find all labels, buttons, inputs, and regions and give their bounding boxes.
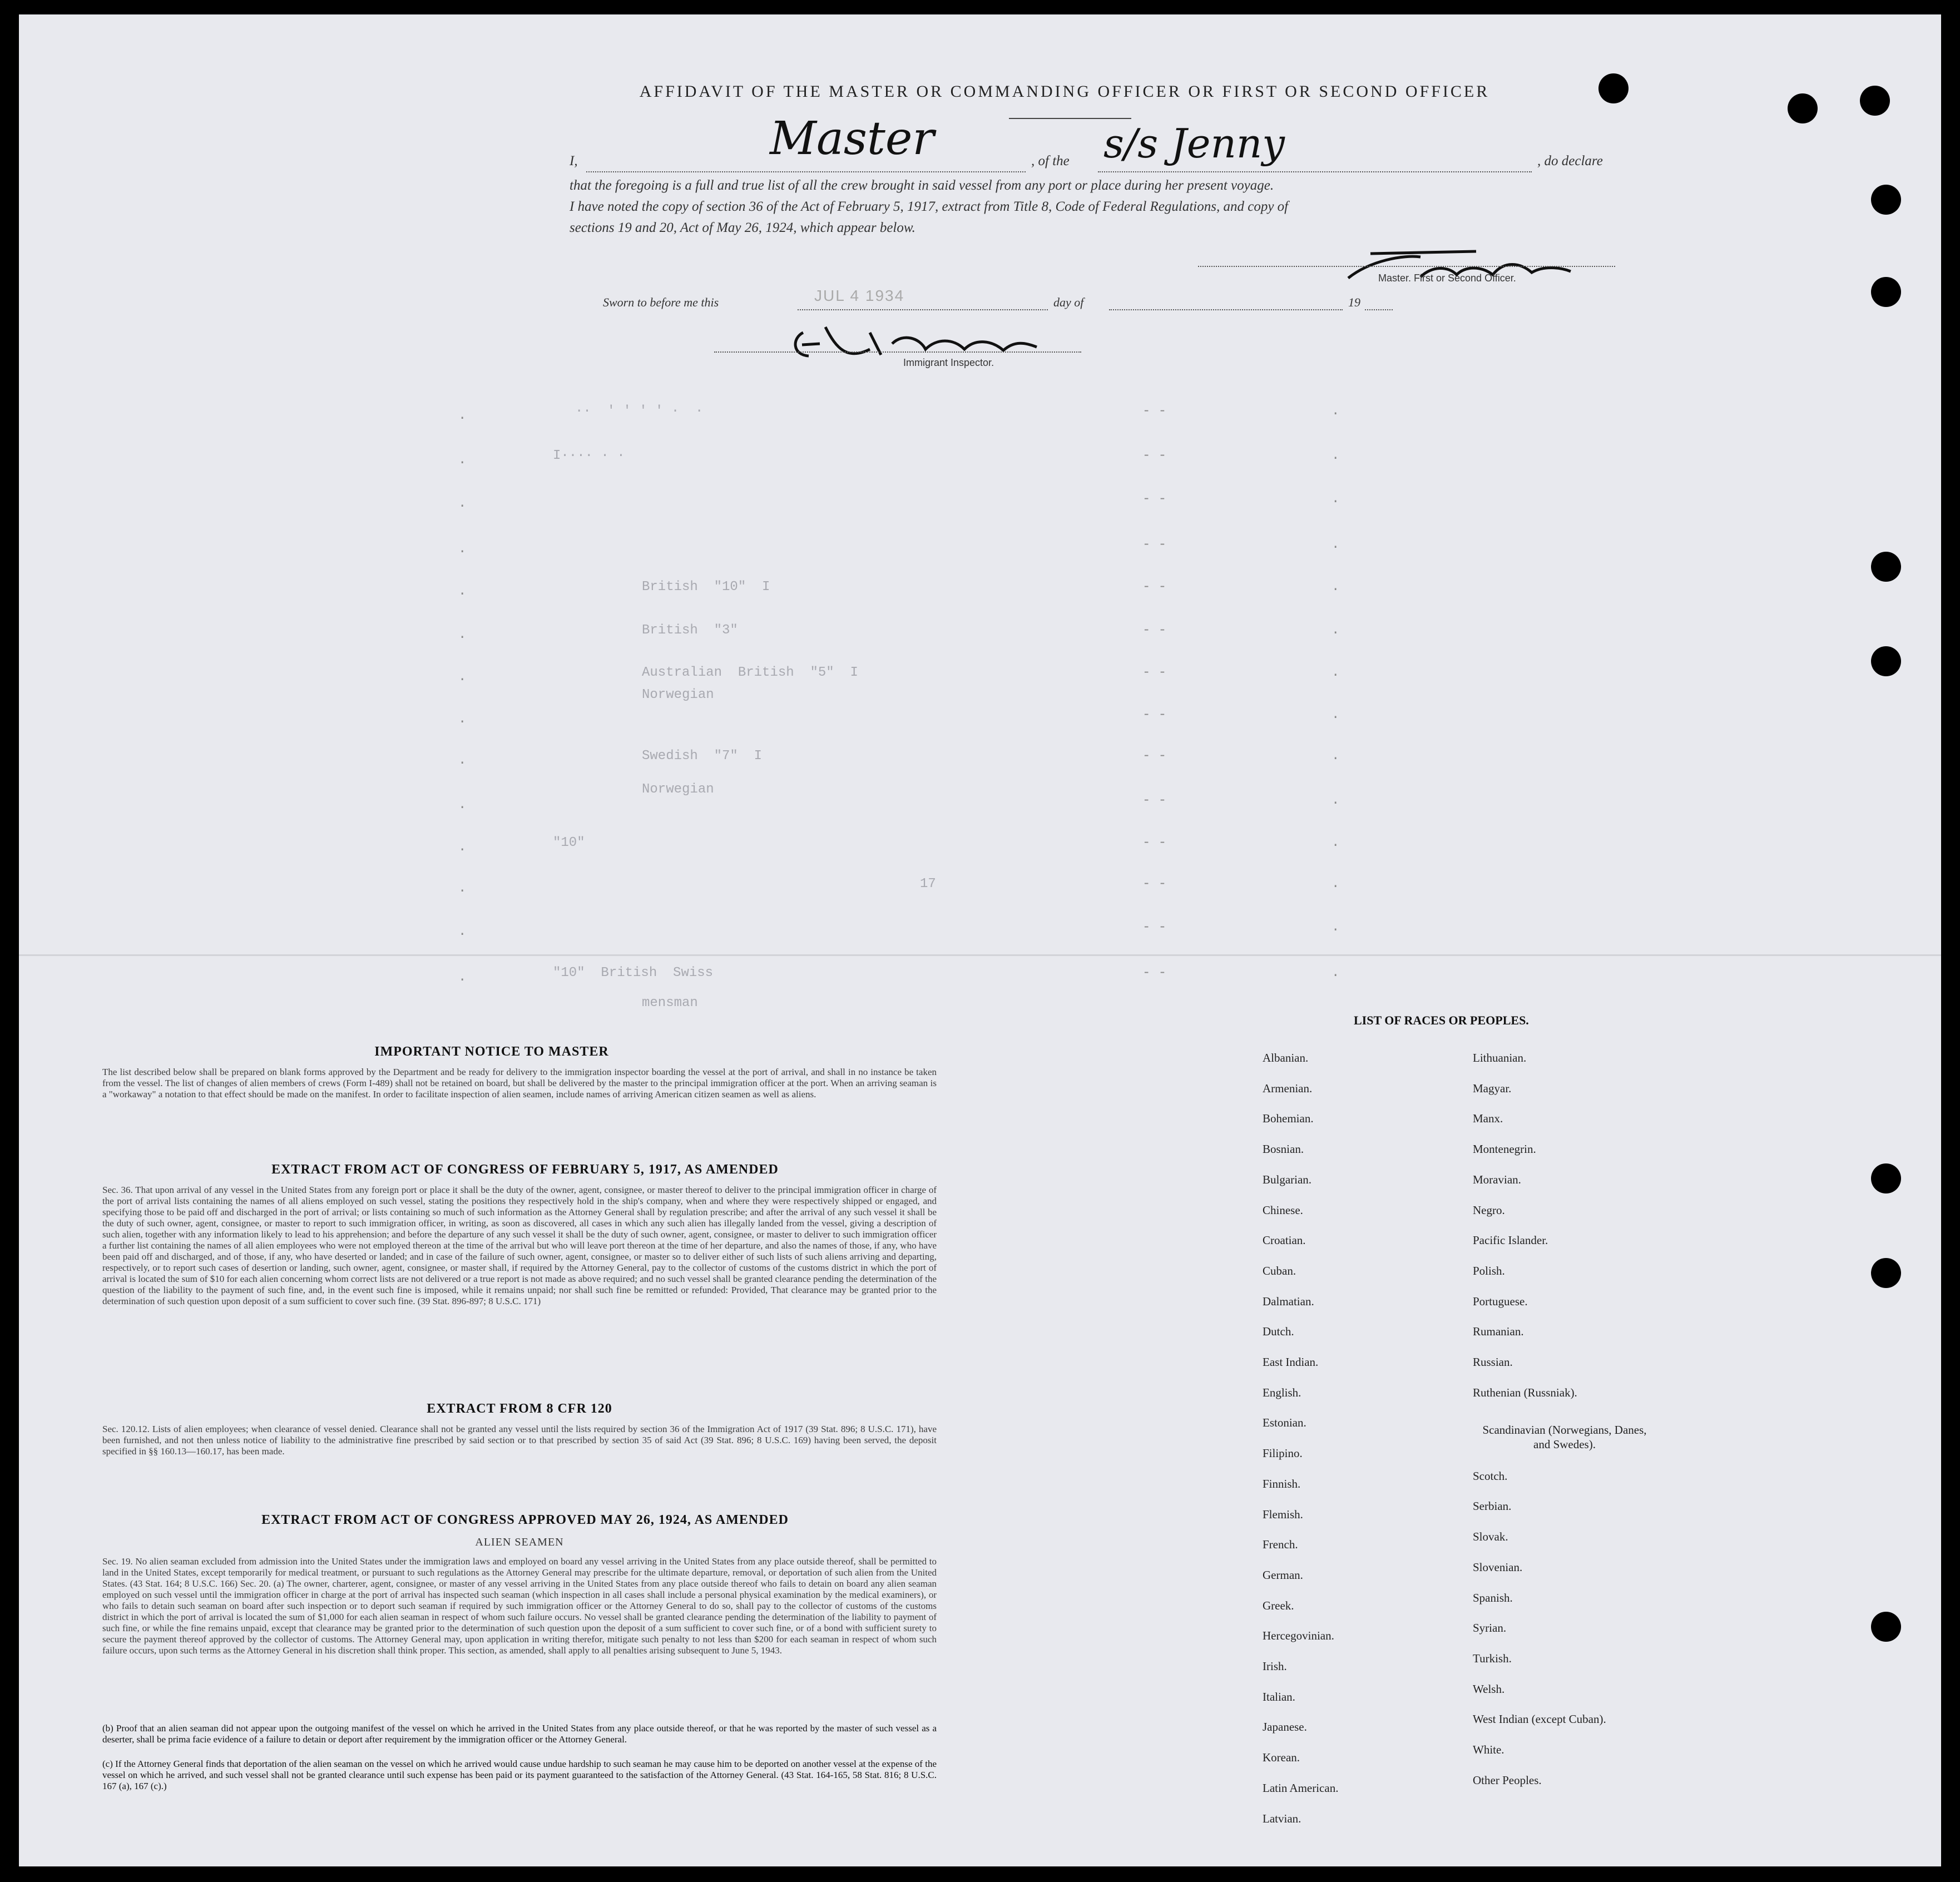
dash-marker: - - xyxy=(1142,749,1167,764)
dash-marker: - - xyxy=(1142,537,1167,552)
affidavit-title: AFFIDAVIT OF THE MASTER OR COMMANDING OFFICER OR FIRST OR SECOND OFFICER xyxy=(639,82,1490,101)
dot-marker: . xyxy=(458,840,467,855)
document-page xyxy=(19,14,1941,1866)
dash-marker: - - xyxy=(1142,623,1167,638)
race-item: French. xyxy=(1263,1538,1298,1552)
race-item: Lithuanian. xyxy=(1473,1051,1527,1064)
race-item: Albanian. xyxy=(1263,1051,1309,1064)
dot-marker: . xyxy=(1332,835,1340,850)
extract3-text: Sec. 19. No alien seaman excluded from admission into the United States under the immigration laws and employed on board any vessel arriving in the United States from any place outside thereof, shall be permitted to land in the United States, except temporarily for medical treatment, or pursuant to such regulations as the Attorney General may prescribe for the ultimate departure, removal, or deportation of such alien from the United States. (43 Stat. 164; 8 U.S.C. 166) Sec. 20. (a) The owner, charterer, agent, consignee, or master of any vessel arriving in the United States from any place outside thereof who fails to detain on board any alien seaman employed on such vessel until the immigration officer in charge at the port of arrival has inspected such seaman (which inspection in all cases shall include a personal physical examination by the medical examiners), or who fails to detain such seaman on board after such inspection or to deport such seaman if required by such immigration officer or the Attorney General to do so, shall pay to the collector of customs of the customs district in which the port of arrival is located the sum of $1,000 for each alien seaman in respect of whom such failure occurs. No vessel shall be granted clearance pending the determination of the liability to payment of such fine, or while the fine remains unpaid, except that clearance may be granted prior to the determination of such question upon the deposit of a sum sufficient to cover such fine, or of a bond with sufficient surety to secure the payment thereof approved by the collector of customs. The Attorney General may, upon application in writing therefor, mitigate such penalty to not less than $200 for each seaman in respect of whom such failure occurs, upon such terms as the Attorney General in his discretion shall think proper. This section, as amended, shall apply to all penalties arising subsequent to June 5, 1943. xyxy=(102,1556,937,1656)
race-item: Scandinavian (Norwegians, Danes, and Swedes). xyxy=(1482,1423,1647,1451)
ghost-row: Swedish "7" I xyxy=(642,749,763,764)
race-item: German. xyxy=(1263,1568,1303,1582)
race-item: Magyar. xyxy=(1473,1081,1512,1095)
race-item: Croatian. xyxy=(1263,1234,1306,1247)
declarant-name: Master xyxy=(770,112,934,165)
dot-marker: . xyxy=(1332,404,1340,419)
race-item: Slovak. xyxy=(1473,1530,1508,1544)
sworn-year-fill xyxy=(1365,309,1393,310)
extract1-heading: EXTRACT FROM ACT OF CONGRESS OF FEBRUARY 5, 1917, AS AMENDED xyxy=(271,1162,779,1177)
punch-hole xyxy=(1788,93,1818,123)
declaration-mid: , of the xyxy=(1031,153,1070,169)
dot-marker: . xyxy=(1332,623,1340,638)
vessel-fill xyxy=(1098,171,1532,172)
extract2-heading: EXTRACT FROM 8 CFR 120 xyxy=(427,1401,612,1416)
extract3-heading: EXTRACT FROM ACT OF CONGRESS APPROVED MAY 26, 1924, AS AMENDED xyxy=(261,1513,789,1527)
race-item: Moravian. xyxy=(1473,1172,1521,1186)
officer-caption: Master. First or Second Officer. xyxy=(1378,273,1516,284)
declaration-line-2: that the foregoing is a full and true list of all the crew brought in said vessel from any port or place during her present voyage. xyxy=(570,178,1274,193)
dot-marker: . xyxy=(1332,448,1340,463)
ghost-row: "10" British Swiss xyxy=(553,965,714,980)
ghost-row: Australian British "5" I xyxy=(642,665,858,680)
race-item: Cuban. xyxy=(1263,1264,1296,1277)
dot-marker: . xyxy=(458,712,467,727)
dot-marker: . xyxy=(458,924,467,939)
dash-marker: - - xyxy=(1142,707,1167,722)
declaration-prefix: I, xyxy=(570,153,578,169)
race-item: Manx. xyxy=(1473,1112,1503,1126)
punch-hole xyxy=(1871,646,1901,676)
title-rule xyxy=(1009,118,1131,119)
race-item: East Indian. xyxy=(1263,1355,1319,1369)
declaration-line-3: I have noted the copy of section 36 of the Act of February 5, 1917, extract from Title 8, Code of Federal Regulations, and copy of xyxy=(570,199,1289,214)
race-item: Estonian. xyxy=(1263,1416,1306,1430)
dash-marker: - - xyxy=(1142,665,1167,680)
race-item: Syrian. xyxy=(1473,1621,1507,1635)
race-item: Serbian. xyxy=(1473,1499,1512,1513)
dot-marker: . xyxy=(458,496,467,511)
dot-marker: . xyxy=(1332,707,1340,722)
inspector-signature-line xyxy=(714,351,1081,353)
notice-heading: IMPORTANT NOTICE TO MASTER xyxy=(374,1044,609,1059)
dash-marker: - - xyxy=(1142,580,1167,595)
ghost-row: ·· ' ′ ′ ′ · · xyxy=(575,404,704,419)
race-item: Irish. xyxy=(1263,1660,1287,1673)
dot-marker: . xyxy=(1332,920,1340,935)
punch-hole xyxy=(1871,552,1901,582)
declarant-fill xyxy=(586,171,1026,172)
punch-hole xyxy=(1860,86,1890,116)
race-item: Pacific Islander. xyxy=(1473,1234,1548,1247)
dot-marker: . xyxy=(458,881,467,896)
dash-marker: - - xyxy=(1142,404,1167,419)
races-heading: LIST OF RACES OR PEOPLES. xyxy=(1354,1013,1529,1027)
dot-marker: . xyxy=(1332,965,1340,980)
dash-marker: - - xyxy=(1142,448,1167,463)
race-item: Finnish. xyxy=(1263,1477,1301,1490)
race-item: Scotch. xyxy=(1473,1469,1508,1483)
dot-marker: . xyxy=(458,584,467,599)
ghost-row: I···· · · xyxy=(553,448,625,463)
dot-marker: . xyxy=(1332,876,1340,892)
vessel-name: s/s Jenny xyxy=(1103,120,1285,167)
dash-marker: - - xyxy=(1142,965,1167,980)
ghost-row: British "3" xyxy=(642,623,738,638)
extract3-text-c: (c) If the Attorney General finds that deportation of the alien seaman on the vessel on which he arrived would cause undue hardship to such seaman he may cause him to be deported on another vessel at the expense of the vessel on which he arrived, and such vessel shall not be granted clearance until such expense has been paid or its payment guaranteed to the satisfaction of the Attorney General. (43 Stat. 164-165, 58 Stat. 816; 8 U.S.C. 167 (a), 167 (c).) xyxy=(102,1759,937,1791)
race-item: Latvian. xyxy=(1263,1811,1301,1825)
dot-marker: . xyxy=(1332,665,1340,680)
race-item: Negro. xyxy=(1473,1203,1505,1217)
dot-marker: . xyxy=(1332,749,1340,764)
race-item: Italian. xyxy=(1263,1690,1295,1703)
race-item: Filipino. xyxy=(1263,1447,1303,1460)
race-item: Montenegrin. xyxy=(1473,1142,1536,1156)
race-item: Russian. xyxy=(1473,1355,1513,1369)
extract3-text-b: (b) Proof that an alien seaman did not appear upon the outgoing manifest of the vessel on which he arrived in the United States from any place outside thereof, or that he was reported by the master of such vessel as a deserter, shall be prima facie evidence of a failure to detain or deport after requirement by the immigration officer or the Attorney General. xyxy=(102,1723,937,1745)
ghost-row: 17 xyxy=(920,876,936,892)
sworn-day-label: day of xyxy=(1053,295,1084,309)
race-item: Bohemian. xyxy=(1263,1112,1314,1126)
race-item: Greek. xyxy=(1263,1598,1294,1612)
declaration-suffix: , do declare xyxy=(1537,153,1603,169)
ghost-row: Norwegian xyxy=(642,687,714,702)
inspector-caption: Immigrant Inspector. xyxy=(903,357,994,368)
race-item: Chinese. xyxy=(1263,1203,1303,1217)
dot-marker: . xyxy=(458,408,467,423)
declaration-line-4: sections 19 and 20, Act of May 26, 1924, which appear below. xyxy=(570,220,915,235)
race-item: Flemish. xyxy=(1263,1507,1303,1521)
race-item: Spanish. xyxy=(1473,1591,1513,1604)
dot-marker: . xyxy=(458,670,467,685)
officer-signature-line xyxy=(1198,266,1615,267)
punch-hole xyxy=(1871,1612,1901,1642)
fold-line xyxy=(19,954,1941,956)
race-item: Slovenian. xyxy=(1473,1560,1523,1574)
race-item: Dalmatian. xyxy=(1263,1294,1314,1308)
notice-text: The list described below shall be prepared on blank forms approved by the Department and be ready for delivery to the immigration inspector boarding the vessel at the port of arrival, and shall in no instance be taken from the vessel. The list of changes of alien members of crews (Form I-489) shall not be retained on board, but shall be delivered by the master to the principal immigration officer at the port. When an arriving seaman is a "workaway" a notation to that effect should be made on the manifest. In order to facilitate inspection of alien seamen, include names of arriving American citizen seamen as well as aliens. xyxy=(102,1067,937,1100)
dot-marker: . xyxy=(458,453,467,468)
dot-marker: . xyxy=(458,970,467,985)
race-item: Bulgarian. xyxy=(1263,1172,1312,1186)
dash-marker: - - xyxy=(1142,835,1167,850)
race-item: Welsh. xyxy=(1473,1682,1505,1696)
race-item: Hercegovinian. xyxy=(1263,1629,1334,1643)
sworn-stamp: JUL 4 1934 xyxy=(814,287,905,304)
dot-marker: . xyxy=(1332,537,1340,552)
dash-marker: - - xyxy=(1142,492,1167,507)
race-item: Korean. xyxy=(1263,1751,1300,1765)
race-item: Rumanian. xyxy=(1473,1325,1524,1339)
race-item: English. xyxy=(1263,1385,1301,1399)
dash-marker: - - xyxy=(1142,876,1167,892)
race-item: Latin American. xyxy=(1263,1781,1339,1795)
dot-marker: . xyxy=(458,798,467,813)
race-item: Japanese. xyxy=(1263,1720,1307,1734)
extract3-subheading: ALIEN SEAMEN xyxy=(475,1536,564,1548)
sworn-month-fill xyxy=(1109,309,1343,310)
dot-marker: . xyxy=(458,627,467,642)
ghost-row: Norwegian xyxy=(642,782,714,797)
race-item: Armenian. xyxy=(1263,1081,1313,1095)
dot-marker: . xyxy=(458,753,467,768)
sworn-date-fill xyxy=(798,309,1048,310)
ghost-row: British "10" I xyxy=(642,580,770,595)
dot-marker: . xyxy=(1332,793,1340,808)
dot-marker: . xyxy=(1332,580,1340,595)
ghost-row: mensman xyxy=(642,996,698,1011)
race-item: Other Peoples. xyxy=(1473,1773,1542,1787)
sworn-prefix: Sworn to before me this xyxy=(603,295,719,309)
race-item: Bosnian. xyxy=(1263,1142,1304,1156)
declaration-line-1 xyxy=(570,112,1621,174)
race-item: White. xyxy=(1473,1743,1504,1756)
dot-marker: . xyxy=(458,542,467,557)
race-item: West Indian (except Cuban). xyxy=(1473,1712,1606,1726)
punch-hole xyxy=(1871,1163,1901,1193)
punch-hole xyxy=(1871,277,1901,307)
punch-hole xyxy=(1871,185,1901,215)
dot-marker: . xyxy=(1332,492,1340,507)
sworn-year-label: 19 xyxy=(1348,295,1360,309)
race-item: Polish. xyxy=(1473,1264,1505,1277)
extract2-text: Sec. 120.12. Lists of alien employees; when clearance of vessel denied. Clearance shall not be granted any vessel until the lists required by section 36 of the Immigration Act of 1917 (39 Stat. 896; 8 U.S.C. 171), have been furnished, and not then unless notice of liability to the administrative fine prescribed by said section or to that prescribed by section 35 of said Act (39 Stat. 896; 8 U.S.C. 169) having been served, the deposit specified in §§ 160.13—160.17, has been made. xyxy=(102,1424,937,1457)
race-item: Turkish. xyxy=(1473,1651,1512,1665)
race-item: Ruthenian (Russniak). xyxy=(1473,1385,1577,1399)
race-item: Dutch. xyxy=(1263,1325,1294,1339)
extract1-text: Sec. 36. That upon arrival of any vessel in the United States from any foreign port or place it shall be the duty of the owner, agent, consignee, or master thereof to deliver to the principal immigration officer in charge of the port of arrival lists containing the names of all aliens employed on such vessel, stating the positions they respectively hold in the ship's company, when and where they were respectively shipped or engaged, and specifying those to be paid off and discharged in the port of arrival; or lists containing so much of such information as the Attorney General shall by regulation prescribe; and after the arrival of any such vessel it shall be the duty of such owner, agent, consignee, or master to report to such immigration officer, in writing, as soon as discovered, all cases in which any such alien has illegally landed from the vessel, giving a description of such alien, together with any information likely to lead to his apprehension; and before the departure of any such vessel it shall be the duty of such owner, agent, consignee, or master to deliver to such immigration officer a further list containing the names of all alien employees who were not employed thereon at the time of the arrival but who will leave port thereon at the time of her departure, and also the names of those, if any, who have been paid off and discharged, and of those, if any, who have deserted or landed; and in case of the failure of such owner, agent, consignee, or master so to deliver either of such lists of such aliens arriving and departing, respectively, or to report such cases of desertion or landing, such owner, agent, consignee, or master shall, if required by the Attorney General, pay to the collector of customs of the customs district in which the port of arrival is located the sum of $10 for each alien concerning whom correct lists are not delivered or a true report is not made as above required; and no such vessel shall be granted clearance pending the determination of the question of the liability to the payment of such fine, and, in the event such fine is imposed, while it remains unpaid; nor shall such fine be remitted or refunded: Provided, That clearance may be granted prior to the determination of such question upon deposit of a sum sufficient to cover such fine. (39 Stat. 896-897; 8 U.S.C. 171) xyxy=(102,1185,937,1306)
ghost-row: "10" xyxy=(553,835,585,850)
dash-marker: - - xyxy=(1142,793,1167,808)
dash-marker: - - xyxy=(1142,920,1167,935)
punch-hole xyxy=(1871,1258,1901,1288)
race-item: Portuguese. xyxy=(1473,1294,1528,1308)
